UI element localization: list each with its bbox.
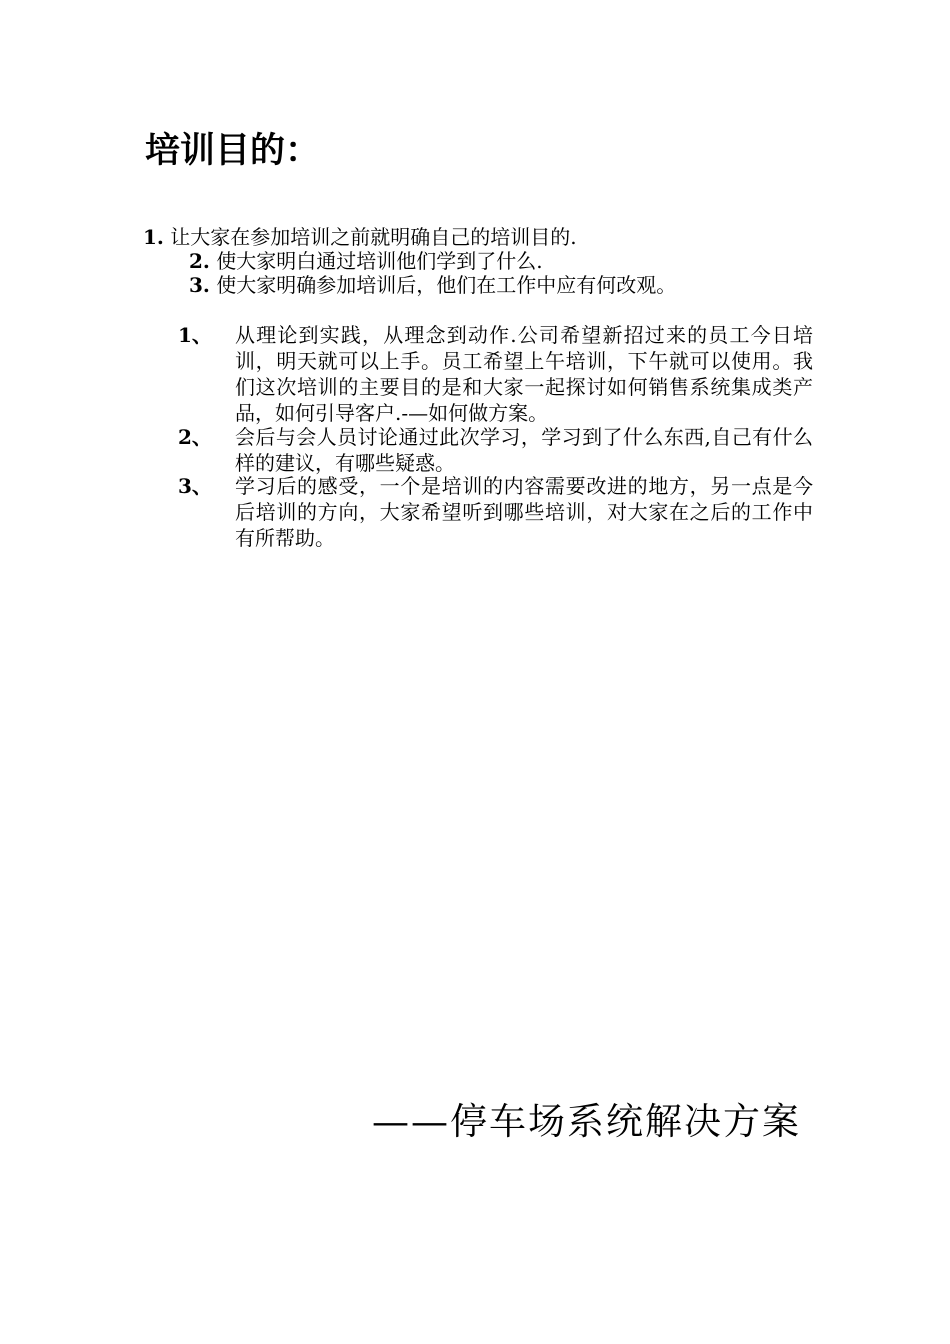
detail-item — [178, 424, 813, 476]
goal-number: 3. — [189, 273, 210, 297]
goal-item — [189, 272, 676, 299]
goal-text: 让大家在参加培训之前就明确自己的培训目的. — [170, 225, 577, 249]
detail-text: 学习后的感受，一个是培训的内容需要改进的地方，另一点是今后培训的方向，大家希望听到哪些培训，对大家在之后的工作中有所帮助。 — [235, 474, 813, 550]
detail-number: 2、 — [178, 425, 212, 449]
detail-text: 从理论到实践，从理念到动作.公司希望新招过来的员工今日培训，明天就可以上手。员工希望上午培训，下午就可以使用。我们这次培训的主要目的是和大家一起探讨如何销售系统集成类产品，如何引导客户.-—如何做方案。 — [235, 323, 813, 425]
goal-number: 1. — [143, 225, 164, 249]
detail-number: 3、 — [178, 474, 212, 498]
goal-item — [143, 224, 577, 251]
footer-title: ——停车场系统解决方案 — [372, 1100, 801, 1143]
detail-text: 会后与会人员讨论通过此次学习，学习到了什么东西,自己有什么样的建议，有哪些疑惑。 — [235, 425, 813, 475]
detail-item — [178, 473, 813, 551]
goal-text: 使大家明确参加培训后，他们在工作中应有何改观。 — [216, 273, 677, 297]
detail-item — [178, 322, 813, 426]
goal-number: 2. — [189, 249, 210, 273]
goal-text: 使大家明白通过培训他们学到了什么. — [216, 249, 543, 273]
goal-item — [189, 248, 543, 275]
detail-number: 1、 — [178, 323, 212, 347]
page-title: 培训目的： — [145, 131, 321, 171]
